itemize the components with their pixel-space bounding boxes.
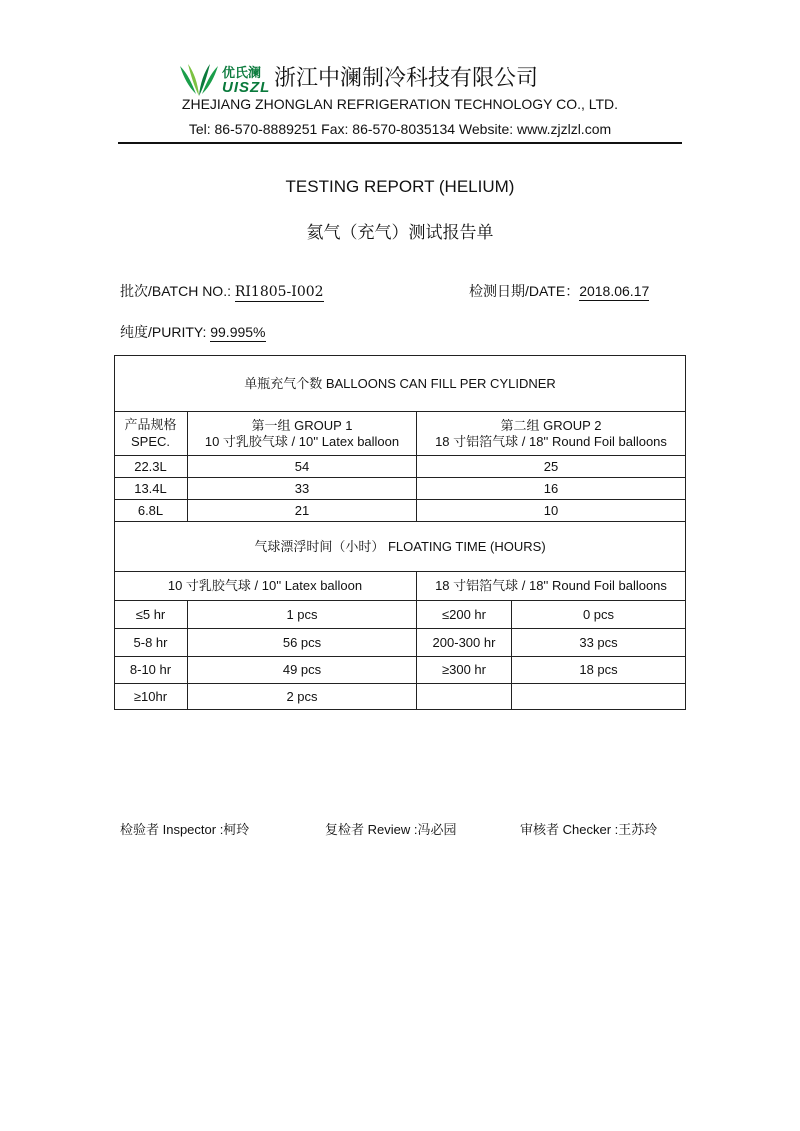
group2-header-line2: 18 寸铝箔气球 / 18'' Round Foil balloons xyxy=(435,433,667,449)
results-table xyxy=(114,355,686,710)
table-border-bottom xyxy=(114,709,686,710)
section-title-capacity: 单瓶充气个数 BALLOONS CAN FILL PER CYLIDNER xyxy=(244,375,556,391)
foil-range-cell xyxy=(417,684,511,709)
spec-header-cn: 产品规格 xyxy=(124,417,177,433)
inspector-signature: 检验者 Inspector :柯玲 xyxy=(120,822,250,837)
spec-cell: 22.3L xyxy=(134,458,167,474)
latex-header: 10 寸乳胶气球 / 10'' Latex balloon xyxy=(167,578,363,594)
brand-name-en: UISZL xyxy=(222,79,271,96)
group2-cell: 10 xyxy=(543,502,559,518)
spec-cell: 13.4L xyxy=(134,480,167,496)
latex-range-cell: 5-8 hr xyxy=(133,634,168,650)
date-label: 检测日期/DATE： xyxy=(469,283,580,299)
group1-cell: 21 xyxy=(294,502,310,518)
company-logo xyxy=(176,60,222,100)
company-name-cn: 浙江中澜制冷科技有限公司 xyxy=(274,65,539,90)
group1-header-line2: 10 寸乳胶气球 / 10'' Latex balloon xyxy=(204,433,400,449)
group2-cell: 16 xyxy=(543,480,559,496)
group2-header-line1: 第二组 GROUP 2 xyxy=(500,417,602,433)
latex-count-cell: 49 pcs xyxy=(282,662,322,678)
purity-field xyxy=(120,322,266,342)
latex-range-cell: ≥10hr xyxy=(133,688,168,704)
group1-cell: 54 xyxy=(294,458,310,474)
foil-count-cell xyxy=(512,684,685,709)
report-title-cn: 氦气（充气）测试报告单 xyxy=(306,223,494,243)
review-signature: 复检者 Review :冯必园 xyxy=(325,822,457,837)
spec-cell: 6.8L xyxy=(137,502,164,518)
foil-range-cell: 200-300 hr xyxy=(432,634,496,650)
group2-header xyxy=(417,412,685,455)
contact-info: Tel: 86-570-8889251 Fax: 86-570-8035134 Website: www.zjzlzl.com xyxy=(188,121,612,137)
latex-count-cell: 2 pcs xyxy=(286,688,318,704)
spec-header xyxy=(114,412,187,455)
batch-value: RI1805-I002 xyxy=(234,284,324,300)
spec-header-en: SPEC. xyxy=(130,433,170,449)
batch-field xyxy=(120,281,324,301)
group1-header xyxy=(188,412,416,455)
foil-count-cell: 33 pcs xyxy=(579,634,618,650)
latex-count-cell: 56 pcs xyxy=(282,634,322,650)
latex-count-cell: 1 pcs xyxy=(286,606,318,622)
company-name-en: ZHEJIANG ZHONGLAN REFRIGERATION TECHNOLOGY CO., LTD. xyxy=(181,96,619,112)
latex-range-cell: ≤5 hr xyxy=(135,606,166,622)
foil-range-cell: ≥300 hr xyxy=(442,662,486,678)
foil-header: 18 寸铝箔气球 / 18'' Round Foil balloons xyxy=(435,578,667,594)
foil-count-cell: 0 pcs xyxy=(582,606,615,622)
date-value: 2018.06.17 xyxy=(579,283,650,299)
section-title-floating: 气球漂浮时间（小时） FLOATING TIME (HOURS) xyxy=(254,538,546,554)
batch-label: 批次/BATCH NO.: xyxy=(120,283,235,299)
purity-value: 99.995% xyxy=(210,324,266,340)
group1-cell: 33 xyxy=(294,480,310,496)
date-field xyxy=(469,281,649,301)
group1-header-line1: 第一组 GROUP 1 xyxy=(251,417,353,433)
foil-range-cell: ≤200 hr xyxy=(442,606,486,622)
latex-range-cell: 8-10 hr xyxy=(129,662,172,678)
checker-signature: 审核者 Checker :王苏玲 xyxy=(520,822,658,837)
header-divider xyxy=(118,142,682,144)
report-title-en: TESTING REPORT (HELIUM) xyxy=(285,177,515,196)
foil-count-cell: 18 pcs xyxy=(579,662,618,678)
brand-name-cn: 优氏澜 xyxy=(222,65,262,80)
purity-label: 纯度/PURITY: xyxy=(120,324,211,340)
group2-cell: 25 xyxy=(543,458,559,474)
